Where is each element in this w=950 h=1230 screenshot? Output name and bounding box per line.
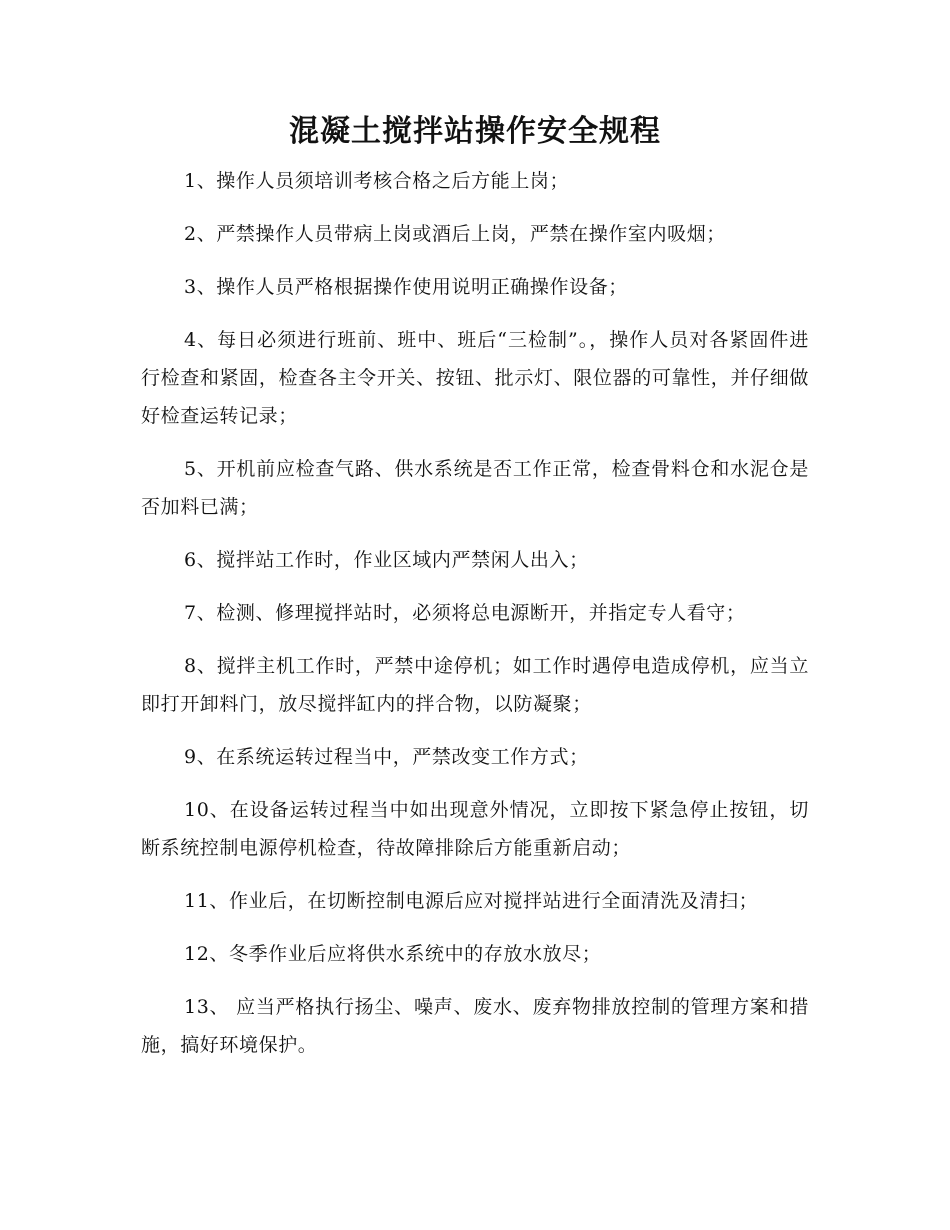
rule-paragraph-10: 10、在设备运转过程当中如出现意外情况，立即按下紧急停止按钮，切断系统控制电源停机检查，待故障排除后方能重新启动； xyxy=(141,799,809,859)
rule-paragraph-13: 13、 应当严格执行扬尘、噪声、废水、废弃物排放控制的管理方案和措施，搞好环境保护。 xyxy=(141,996,809,1056)
rule-paragraph-1: 1、操作人员须培训考核合格之后方能上岗； xyxy=(184,170,570,192)
rule-paragraph-3: 3、操作人员严格根据操作使用说明正确操作设备； xyxy=(184,276,628,298)
rule-paragraph-2: 2、严禁操作人员带病上岗或酒后上岗，严禁在操作室内吸烟； xyxy=(184,223,726,245)
rule-paragraph-8: 8、搅拌主机工作时，严禁中途停机；如工作时遇停电造成停机，应当立即打开卸料门，放尽搅拌缸内的拌合物，以防凝聚； xyxy=(141,655,809,715)
rule-paragraph-12: 12、冬季作业后应将供水系统中的存放水放尽； xyxy=(184,943,602,965)
rule-paragraph-9: 9、在系统运转过程当中，严禁改变工作方式； xyxy=(184,746,589,768)
rule-paragraph-11: 11、作业后，在切断控制电源后应对搅拌站进行全面清洗及清扫； xyxy=(184,890,759,912)
rule-paragraph-4: 4、每日必须进行班前、班中、班后“三检制”。，操作人员对各紧固件进行检查和紧固，检查各主令开关、按钮、批示灯、限位器的可靠性，并仔细做好检查运转记录； xyxy=(141,329,809,427)
document-title: 混凝土搅拌站操作安全规程 xyxy=(289,114,661,149)
rule-paragraph-6: 6、搅拌站工作时，作业区域内严禁闲人出入； xyxy=(184,549,589,571)
rule-paragraph-5: 5、开机前应检查气路、供水系统是否工作正常，检查骨料仓和水泥仓是否加料已满； xyxy=(141,458,809,518)
document-body xyxy=(141,162,809,1079)
rule-paragraph-7: 7、检测、修理搅拌站时，必须将总电源断开，并指定专人看守； xyxy=(184,602,746,624)
